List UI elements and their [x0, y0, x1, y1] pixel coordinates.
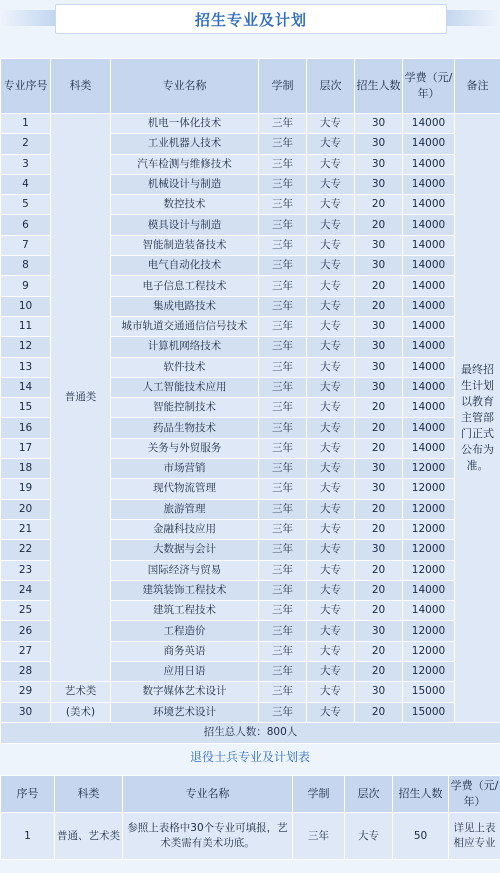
row-name: 应用日语	[111, 662, 259, 682]
row-duration: 三年	[259, 580, 307, 600]
table-header-row	[1, 59, 500, 114]
row-level: 大专	[307, 519, 355, 539]
row-level: 大专	[307, 337, 355, 357]
row-count: 20	[355, 438, 403, 458]
row-duration: 三年	[259, 195, 307, 215]
header-seq: 专业序号	[1, 59, 51, 114]
row-seq: 12	[1, 337, 51, 357]
row-fee: 15000	[403, 702, 455, 722]
row-fee: 14000	[403, 195, 455, 215]
row-duration: 三年	[259, 601, 307, 621]
row-duration: 三年	[259, 174, 307, 194]
category-general: 普通类	[51, 114, 111, 682]
row-fee: 14000	[403, 174, 455, 194]
row-name: 工程造价	[111, 621, 259, 641]
row-count: 30	[355, 337, 403, 357]
row-level: 大专	[307, 235, 355, 255]
row-name: 大数据与会计	[111, 540, 259, 560]
row-seq: 9	[1, 276, 51, 296]
note-cell: 最终招生计划以教育主管部门正式公布为准。	[455, 114, 500, 723]
row-count: 30	[355, 174, 403, 194]
row-duration: 三年	[259, 215, 307, 235]
row-fee: 14000	[403, 438, 455, 458]
title-decoration-right	[440, 10, 500, 26]
row-duration: 三年	[259, 276, 307, 296]
row-count: 30	[355, 357, 403, 377]
row-duration: 三年	[259, 621, 307, 641]
row-count: 20	[355, 499, 403, 519]
row-seq: 29	[1, 682, 51, 702]
row-level: 大专	[307, 154, 355, 174]
veteran-seq: 1	[1, 813, 55, 860]
row-level: 大专	[307, 560, 355, 580]
total-count: 招生总人数：800人	[1, 722, 500, 743]
row-name: 环境艺术设计	[111, 702, 259, 722]
row-count: 30	[355, 256, 403, 276]
row-fee: 12000	[403, 499, 455, 519]
row-duration: 三年	[259, 114, 307, 134]
row-fee: 14000	[403, 256, 455, 276]
row-seq: 22	[1, 540, 51, 560]
row-level: 大专	[307, 357, 355, 377]
row-fee: 12000	[403, 662, 455, 682]
title-banner	[55, 4, 447, 34]
row-count: 30	[355, 621, 403, 641]
row-level: 大专	[307, 479, 355, 499]
row-name: 计算机网络技术	[111, 337, 259, 357]
header-note: 备注	[455, 59, 500, 114]
table-row	[1, 682, 500, 702]
veteran-fee: 详见上表相应专业	[449, 813, 500, 860]
row-count: 20	[355, 662, 403, 682]
row-seq: 14	[1, 377, 51, 397]
header-category: 科类	[51, 59, 111, 114]
row-level: 大专	[307, 540, 355, 560]
row-seq: 27	[1, 641, 51, 661]
row-duration: 三年	[259, 438, 307, 458]
row-name: 旅游管理	[111, 499, 259, 519]
row-level: 大专	[307, 296, 355, 316]
row-duration: 三年	[259, 377, 307, 397]
row-duration: 三年	[259, 154, 307, 174]
row-count: 20	[355, 195, 403, 215]
veteran-name: 参照上表格中30个专业可填报，艺术类需有美术功底。	[123, 813, 293, 860]
row-name: 智能制造装备技术	[111, 235, 259, 255]
row-name: 数控技术	[111, 195, 259, 215]
row-fee: 12000	[403, 621, 455, 641]
row-seq: 15	[1, 398, 51, 418]
row-duration: 三年	[259, 316, 307, 336]
row-level: 大专	[307, 256, 355, 276]
row-seq: 26	[1, 621, 51, 641]
row-duration: 三年	[259, 398, 307, 418]
row-level: 大专	[307, 195, 355, 215]
veteran-header-duration: 学制	[293, 776, 345, 813]
row-level: 大专	[307, 438, 355, 458]
veteran-header-category: 科类	[55, 776, 123, 813]
row-seq: 21	[1, 519, 51, 539]
row-name: 机械设计与制造	[111, 174, 259, 194]
row-count: 30	[355, 682, 403, 702]
row-count: 20	[355, 601, 403, 621]
row-seq: 30	[1, 702, 51, 722]
row-fee: 14000	[403, 357, 455, 377]
row-name: 商务英语	[111, 641, 259, 661]
total-row	[1, 722, 500, 743]
row-seq: 3	[1, 154, 51, 174]
row-count: 20	[355, 276, 403, 296]
row-count: 30	[355, 134, 403, 154]
row-level: 大专	[307, 134, 355, 154]
row-seq: 6	[1, 215, 51, 235]
row-duration: 三年	[259, 641, 307, 661]
row-level: 大专	[307, 580, 355, 600]
title-decoration-left	[0, 10, 60, 26]
veteran-header-row	[1, 776, 500, 813]
veteran-plan-table	[0, 775, 500, 860]
row-seq: 18	[1, 459, 51, 479]
row-seq: 5	[1, 195, 51, 215]
row-level: 大专	[307, 215, 355, 235]
row-name: 集成电路技术	[111, 296, 259, 316]
row-duration: 三年	[259, 682, 307, 702]
row-fee: 12000	[403, 641, 455, 661]
row-duration: 三年	[259, 479, 307, 499]
row-fee: 15000	[403, 682, 455, 702]
row-fee: 12000	[403, 560, 455, 580]
row-level: 大专	[307, 276, 355, 296]
row-level: 大专	[307, 174, 355, 194]
row-fee: 12000	[403, 479, 455, 499]
row-seq: 20	[1, 499, 51, 519]
row-duration: 三年	[259, 540, 307, 560]
row-level: 大专	[307, 641, 355, 661]
veteran-header-level: 层次	[345, 776, 393, 813]
row-fee: 14000	[403, 114, 455, 134]
row-seq: 16	[1, 418, 51, 438]
row-seq: 28	[1, 662, 51, 682]
row-name: 人工智能技术应用	[111, 377, 259, 397]
row-name: 建筑工程技术	[111, 601, 259, 621]
veteran-table-row	[1, 813, 500, 860]
row-count: 30	[355, 154, 403, 174]
row-count: 30	[355, 316, 403, 336]
row-name: 关务与外贸服务	[111, 438, 259, 458]
row-duration: 三年	[259, 702, 307, 722]
row-seq: 1	[1, 114, 51, 134]
veteran-header-count: 招生人数	[393, 776, 449, 813]
row-level: 大专	[307, 377, 355, 397]
row-name: 市场营销	[111, 459, 259, 479]
row-level: 大专	[307, 114, 355, 134]
page-title: 招生专业及计划	[194, 10, 307, 29]
row-name: 机电一体化技术	[111, 114, 259, 134]
veteran-header-fee: 学费（元/年）	[449, 776, 500, 813]
row-fee: 14000	[403, 235, 455, 255]
row-seq: 10	[1, 296, 51, 316]
row-count: 30	[355, 377, 403, 397]
row-name: 工业机器人技术	[111, 134, 259, 154]
row-count: 20	[355, 641, 403, 661]
row-count: 20	[355, 215, 403, 235]
row-seq: 2	[1, 134, 51, 154]
row-duration: 三年	[259, 560, 307, 580]
row-fee: 14000	[403, 580, 455, 600]
row-duration: 三年	[259, 337, 307, 357]
row-name: 模具设计与制造	[111, 215, 259, 235]
row-duration: 三年	[259, 459, 307, 479]
row-fee: 12000	[403, 540, 455, 560]
category-art-line2: (美术)	[51, 702, 111, 722]
header-fee: 学费（元/年）	[403, 59, 455, 114]
row-seq: 13	[1, 357, 51, 377]
row-name: 电气自动化技术	[111, 256, 259, 276]
row-fee: 14000	[403, 134, 455, 154]
row-name: 现代物流管理	[111, 479, 259, 499]
row-count: 20	[355, 580, 403, 600]
header-level: 层次	[307, 59, 355, 114]
row-duration: 三年	[259, 418, 307, 438]
table-row	[1, 702, 500, 722]
row-fee: 14000	[403, 296, 455, 316]
row-name: 金融科技应用	[111, 519, 259, 539]
admission-plan-table	[0, 58, 500, 744]
row-name: 汽车检测与维修技术	[111, 154, 259, 174]
row-count: 30	[355, 479, 403, 499]
veteran-category: 普通、艺术类	[55, 813, 123, 860]
row-level: 大专	[307, 418, 355, 438]
header-count: 招生人数	[355, 59, 403, 114]
veteran-header-seq: 序号	[1, 776, 55, 813]
row-duration: 三年	[259, 662, 307, 682]
table-body	[1, 114, 500, 744]
row-seq: 17	[1, 438, 51, 458]
row-name: 数字媒体艺术设计	[111, 682, 259, 702]
veteran-count: 50	[393, 813, 449, 860]
row-level: 大专	[307, 702, 355, 722]
row-fee: 12000	[403, 519, 455, 539]
row-seq: 23	[1, 560, 51, 580]
row-level: 大专	[307, 682, 355, 702]
row-count: 30	[355, 235, 403, 255]
table-row	[1, 114, 500, 134]
row-count: 30	[355, 114, 403, 134]
row-fee: 14000	[403, 215, 455, 235]
row-level: 大专	[307, 316, 355, 336]
row-duration: 三年	[259, 256, 307, 276]
row-seq: 4	[1, 174, 51, 194]
row-name: 电子信息工程技术	[111, 276, 259, 296]
row-count: 20	[355, 519, 403, 539]
row-seq: 25	[1, 601, 51, 621]
row-name: 药品生物技术	[111, 418, 259, 438]
veteran-level: 大专	[345, 813, 393, 860]
row-level: 大专	[307, 499, 355, 519]
row-seq: 7	[1, 235, 51, 255]
row-count: 20	[355, 418, 403, 438]
row-seq: 8	[1, 256, 51, 276]
row-count: 20	[355, 702, 403, 722]
row-fee: 14000	[403, 377, 455, 397]
row-level: 大专	[307, 601, 355, 621]
header-duration: 学制	[259, 59, 307, 114]
row-seq: 11	[1, 316, 51, 336]
row-name: 软件技术	[111, 357, 259, 377]
row-duration: 三年	[259, 519, 307, 539]
row-seq: 19	[1, 479, 51, 499]
row-fee: 14000	[403, 398, 455, 418]
row-count: 20	[355, 560, 403, 580]
row-fee: 14000	[403, 276, 455, 296]
row-duration: 三年	[259, 499, 307, 519]
row-fee: 14000	[403, 337, 455, 357]
row-fee: 14000	[403, 601, 455, 621]
row-duration: 三年	[259, 296, 307, 316]
row-level: 大专	[307, 398, 355, 418]
row-count: 20	[355, 296, 403, 316]
row-name: 城市轨道交通通信信号技术	[111, 316, 259, 336]
header-name: 专业名称	[111, 59, 259, 114]
veteran-table-title: 退役士兵专业及计划表	[189, 750, 310, 764]
row-level: 大专	[307, 621, 355, 641]
row-fee: 14000	[403, 154, 455, 174]
row-duration: 三年	[259, 134, 307, 154]
row-level: 大专	[307, 459, 355, 479]
row-duration: 三年	[259, 357, 307, 377]
veteran-header-name: 专业名称	[123, 776, 293, 813]
row-level: 大专	[307, 662, 355, 682]
row-count: 20	[355, 398, 403, 418]
row-count: 30	[355, 540, 403, 560]
veteran-duration: 三年	[293, 813, 345, 860]
row-name: 智能控制技术	[111, 398, 259, 418]
category-art-line1: 艺术类	[51, 682, 111, 702]
row-name: 国际经济与贸易	[111, 560, 259, 580]
row-duration: 三年	[259, 235, 307, 255]
row-fee: 12000	[403, 459, 455, 479]
row-seq: 24	[1, 580, 51, 600]
row-fee: 14000	[403, 418, 455, 438]
row-fee: 14000	[403, 316, 455, 336]
row-count: 30	[355, 459, 403, 479]
row-name: 建筑装饰工程技术	[111, 580, 259, 600]
